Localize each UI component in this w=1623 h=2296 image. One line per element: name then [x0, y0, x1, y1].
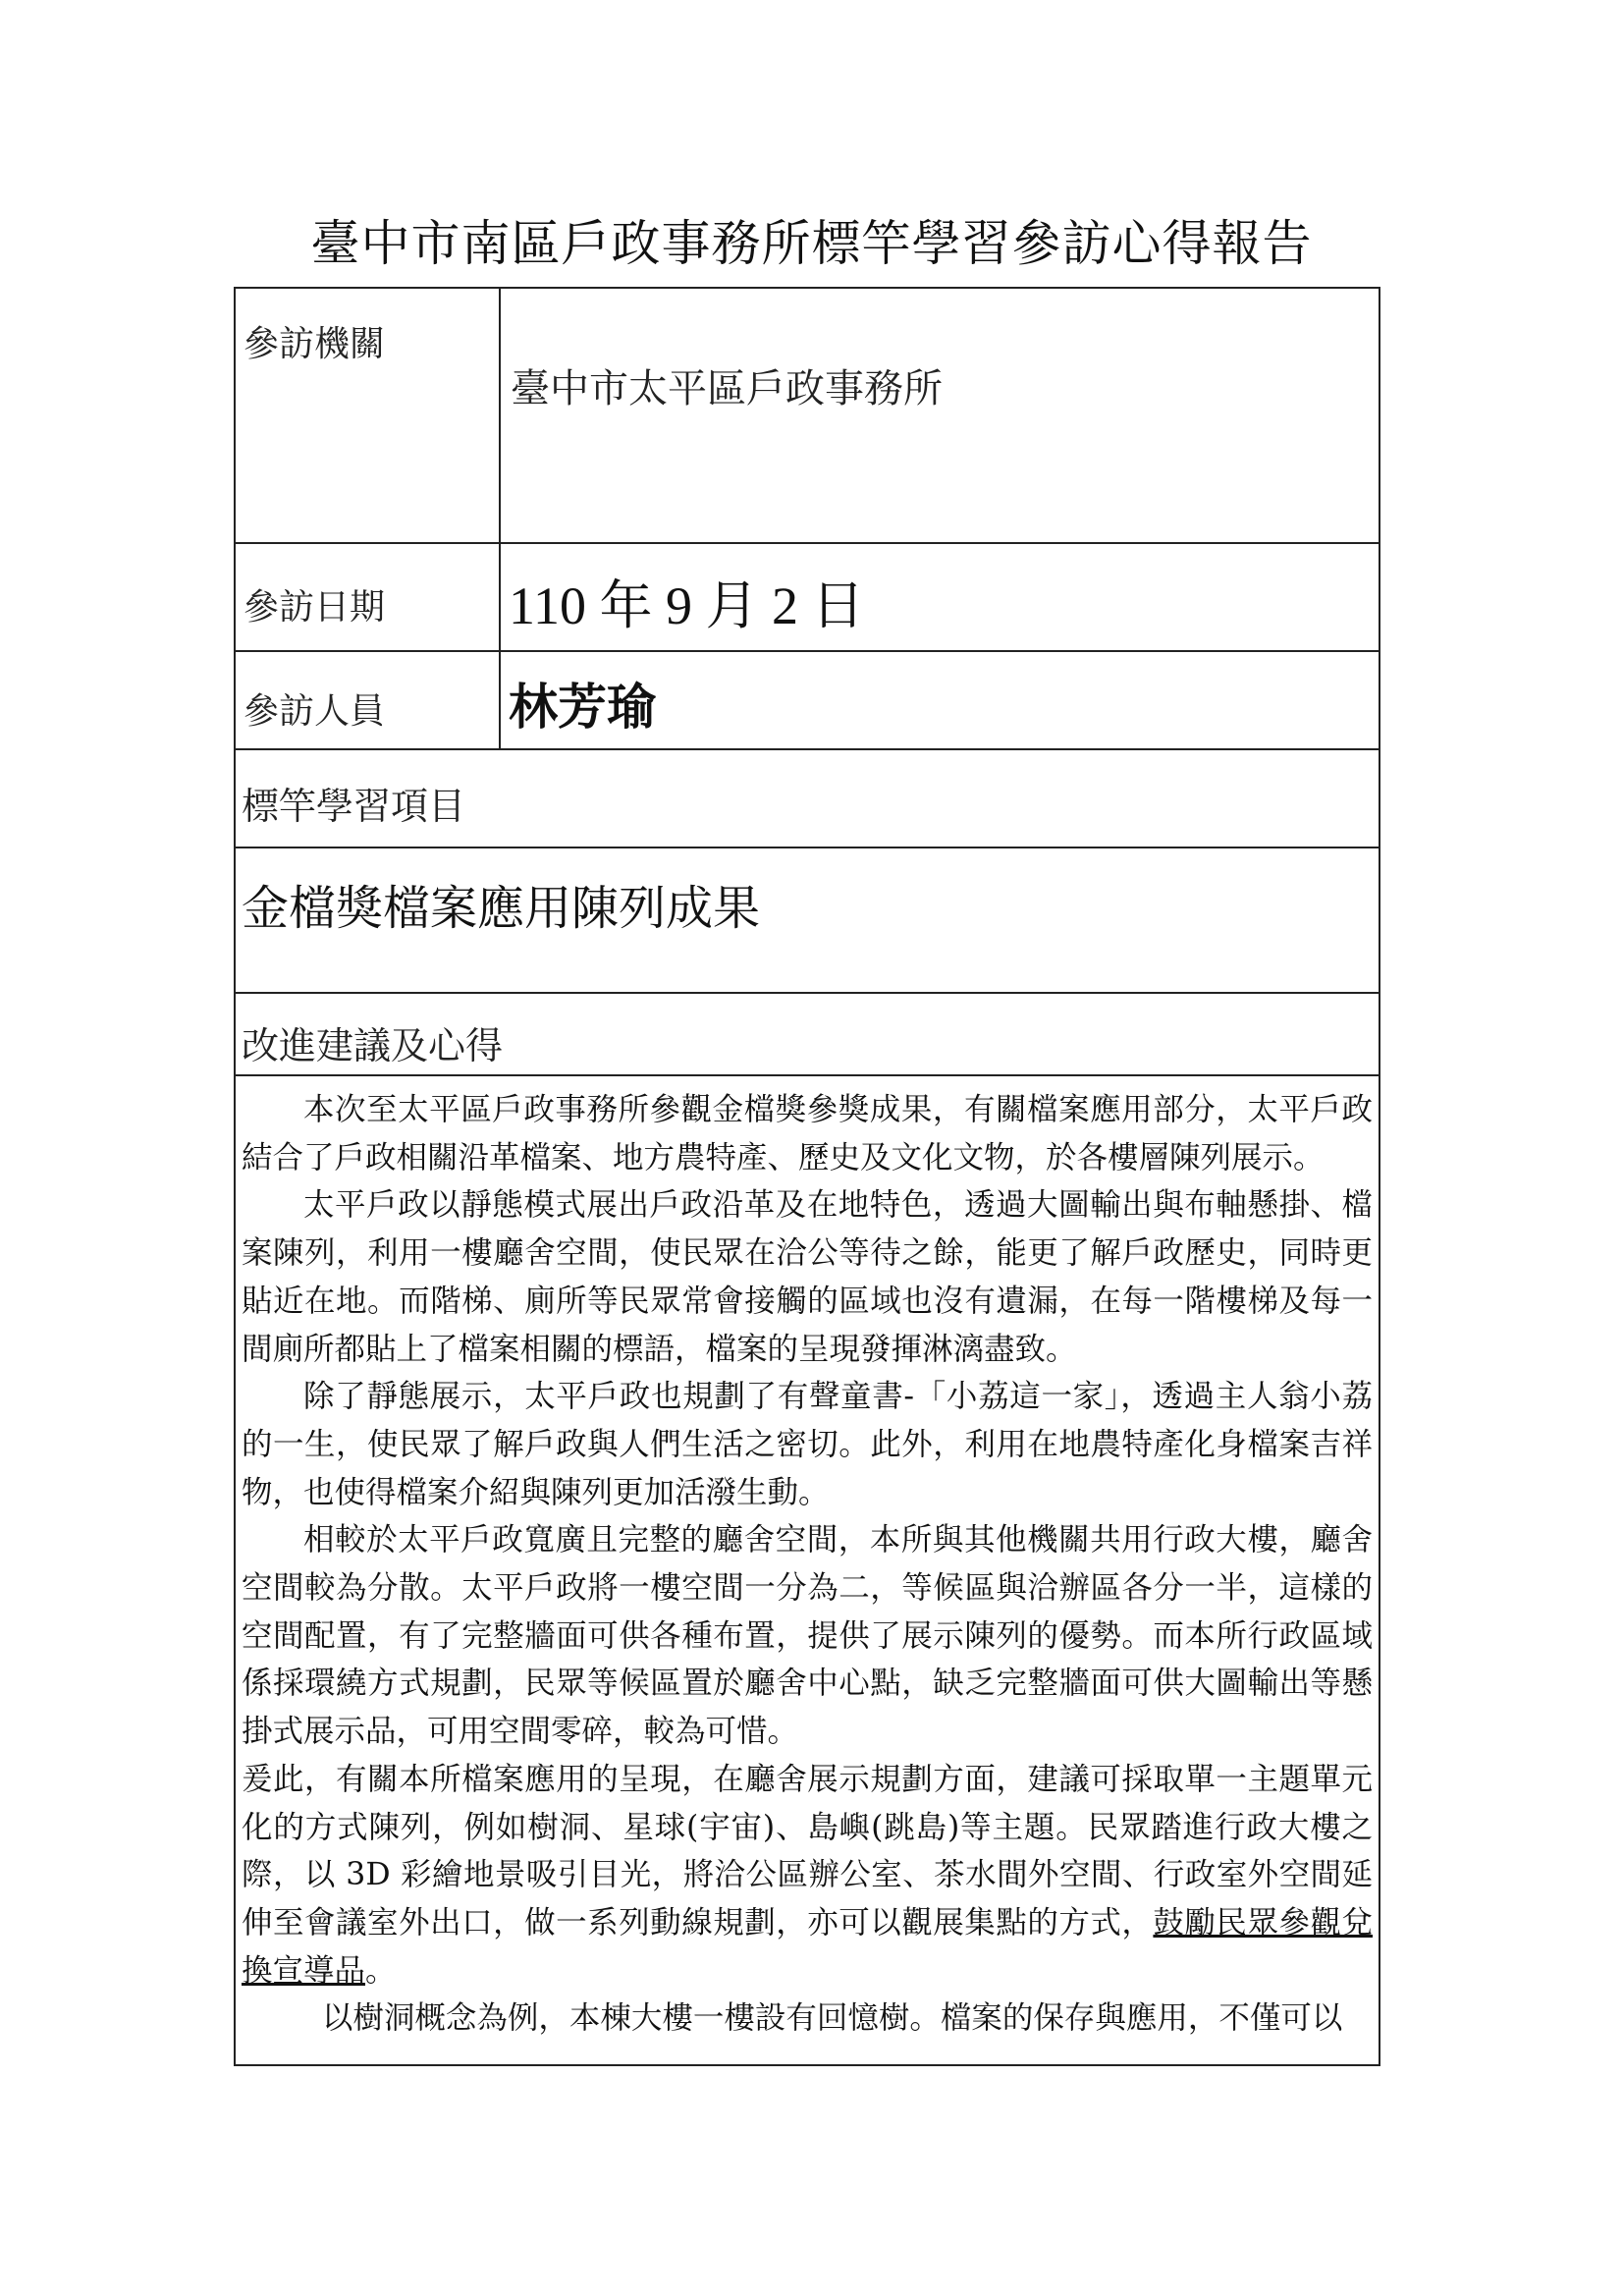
benchmark-item-label-row	[236, 750, 1379, 848]
paragraph-2: 太平戶政以靜態模式展出戶政沿革及在地特色，透過大圖輸出與布軸懸掛、檔案陳列，利用一樓廳舍空間，使民眾在洽公等待之餘，能更了解戶政歷史，同時更貼近在地。而階梯、廁所等民眾常會接觸的區域也沒有遺漏，在每一階樓梯及每一間廁所都貼上了檔案相關的標語，檔案的呈現發揮淋漓盡致。	[242, 1187, 1373, 1367]
feedback-body	[236, 1086, 1379, 2043]
paragraph-4: 相較於太平戶政寬廣且完整的廳舍空間，本所與其他機關共用行政大樓，廳舍空間較為分散。太平戶政將一樓空間一分為二，等候區與洽辦區各分一半，這樣的空間配置，有了完整牆面可供各種布置，提供了展示陳列的優勢。而本所行政區域係採環繞方式規劃，民眾等候區置於廳舍中心點，缺乏完整牆面可供大圖輸出等懸掛式展示品，可用空間零碎，較為可惜。	[242, 1522, 1373, 1750]
benchmark-item-value: 金檔獎檔案應用陳列成果	[242, 881, 761, 936]
benchmark-item-label: 標竿學習項目	[242, 785, 466, 828]
page-title: 臺中市南區戶政事務所標竿學習參訪心得報告	[310, 215, 1313, 272]
paragraph-5	[242, 1756, 1373, 1995]
feedback-label: 改進建議及心得	[242, 1024, 504, 1067]
date-row	[236, 544, 1379, 652]
report-form	[234, 287, 1380, 2066]
paragraph-3: 除了靜態展示，太平戶政也規劃了有聲童書-「小荔這一家」，透過主人翁小荔的一生，使民眾了解戶政與人們生活之密切。此外，利用在地農特產化身檔案吉祥物，也使得檔案介紹與陳列更加活潑生動。	[242, 1379, 1373, 1510]
benchmark-item-value-row	[236, 848, 1379, 994]
personnel-row	[236, 652, 1379, 750]
personnel-label: 參訪人員	[236, 652, 501, 748]
feedback-label-row	[236, 994, 1379, 1076]
date-value: 110 年 9 月 2 日	[509, 576, 865, 635]
agency-row	[236, 289, 1379, 544]
agency-label: 參訪機關	[236, 289, 501, 542]
paragraph-6: 以樹洞概念為例，本棟大樓一樓設有回憶樹。檔案的保存與應用，不僅可以	[321, 2000, 1343, 2037]
paragraph-5-main: 爰此，有關本所檔案應用的呈現，在廳舍展示規劃方面，建議可採取單一主題單元化的方式陳列，例如樹洞、星球(宇宙)、島嶼(跳島)等主題。民眾踏進行政大樓之際，以 3D 彩繪地景吸引目光，將洽公區辦公室、茶水間外空間、行政室外空間延伸至會議室外出口，做一系列動線規劃，亦可以觀展集點的方式，	[242, 1761, 1373, 1941]
agency-value: 臺中市太平區戶政事務所	[511, 366, 943, 411]
personnel-value: 林芳瑜	[509, 679, 656, 736]
date-label: 參訪日期	[236, 544, 501, 650]
paragraph-1: 本次至太平區戶政事務所參觀金檔獎參獎成果，有關檔案應用部分，太平戶政結合了戶政相關沿革檔案、地方農特產、歷史及文化文物，於各樓層陳列展示。	[242, 1092, 1373, 1175]
paragraph-5-underlined: 鼓勵民眾參觀兌換宣導品	[242, 1904, 1373, 1989]
paragraph-5-end: 。	[365, 1952, 397, 1989]
